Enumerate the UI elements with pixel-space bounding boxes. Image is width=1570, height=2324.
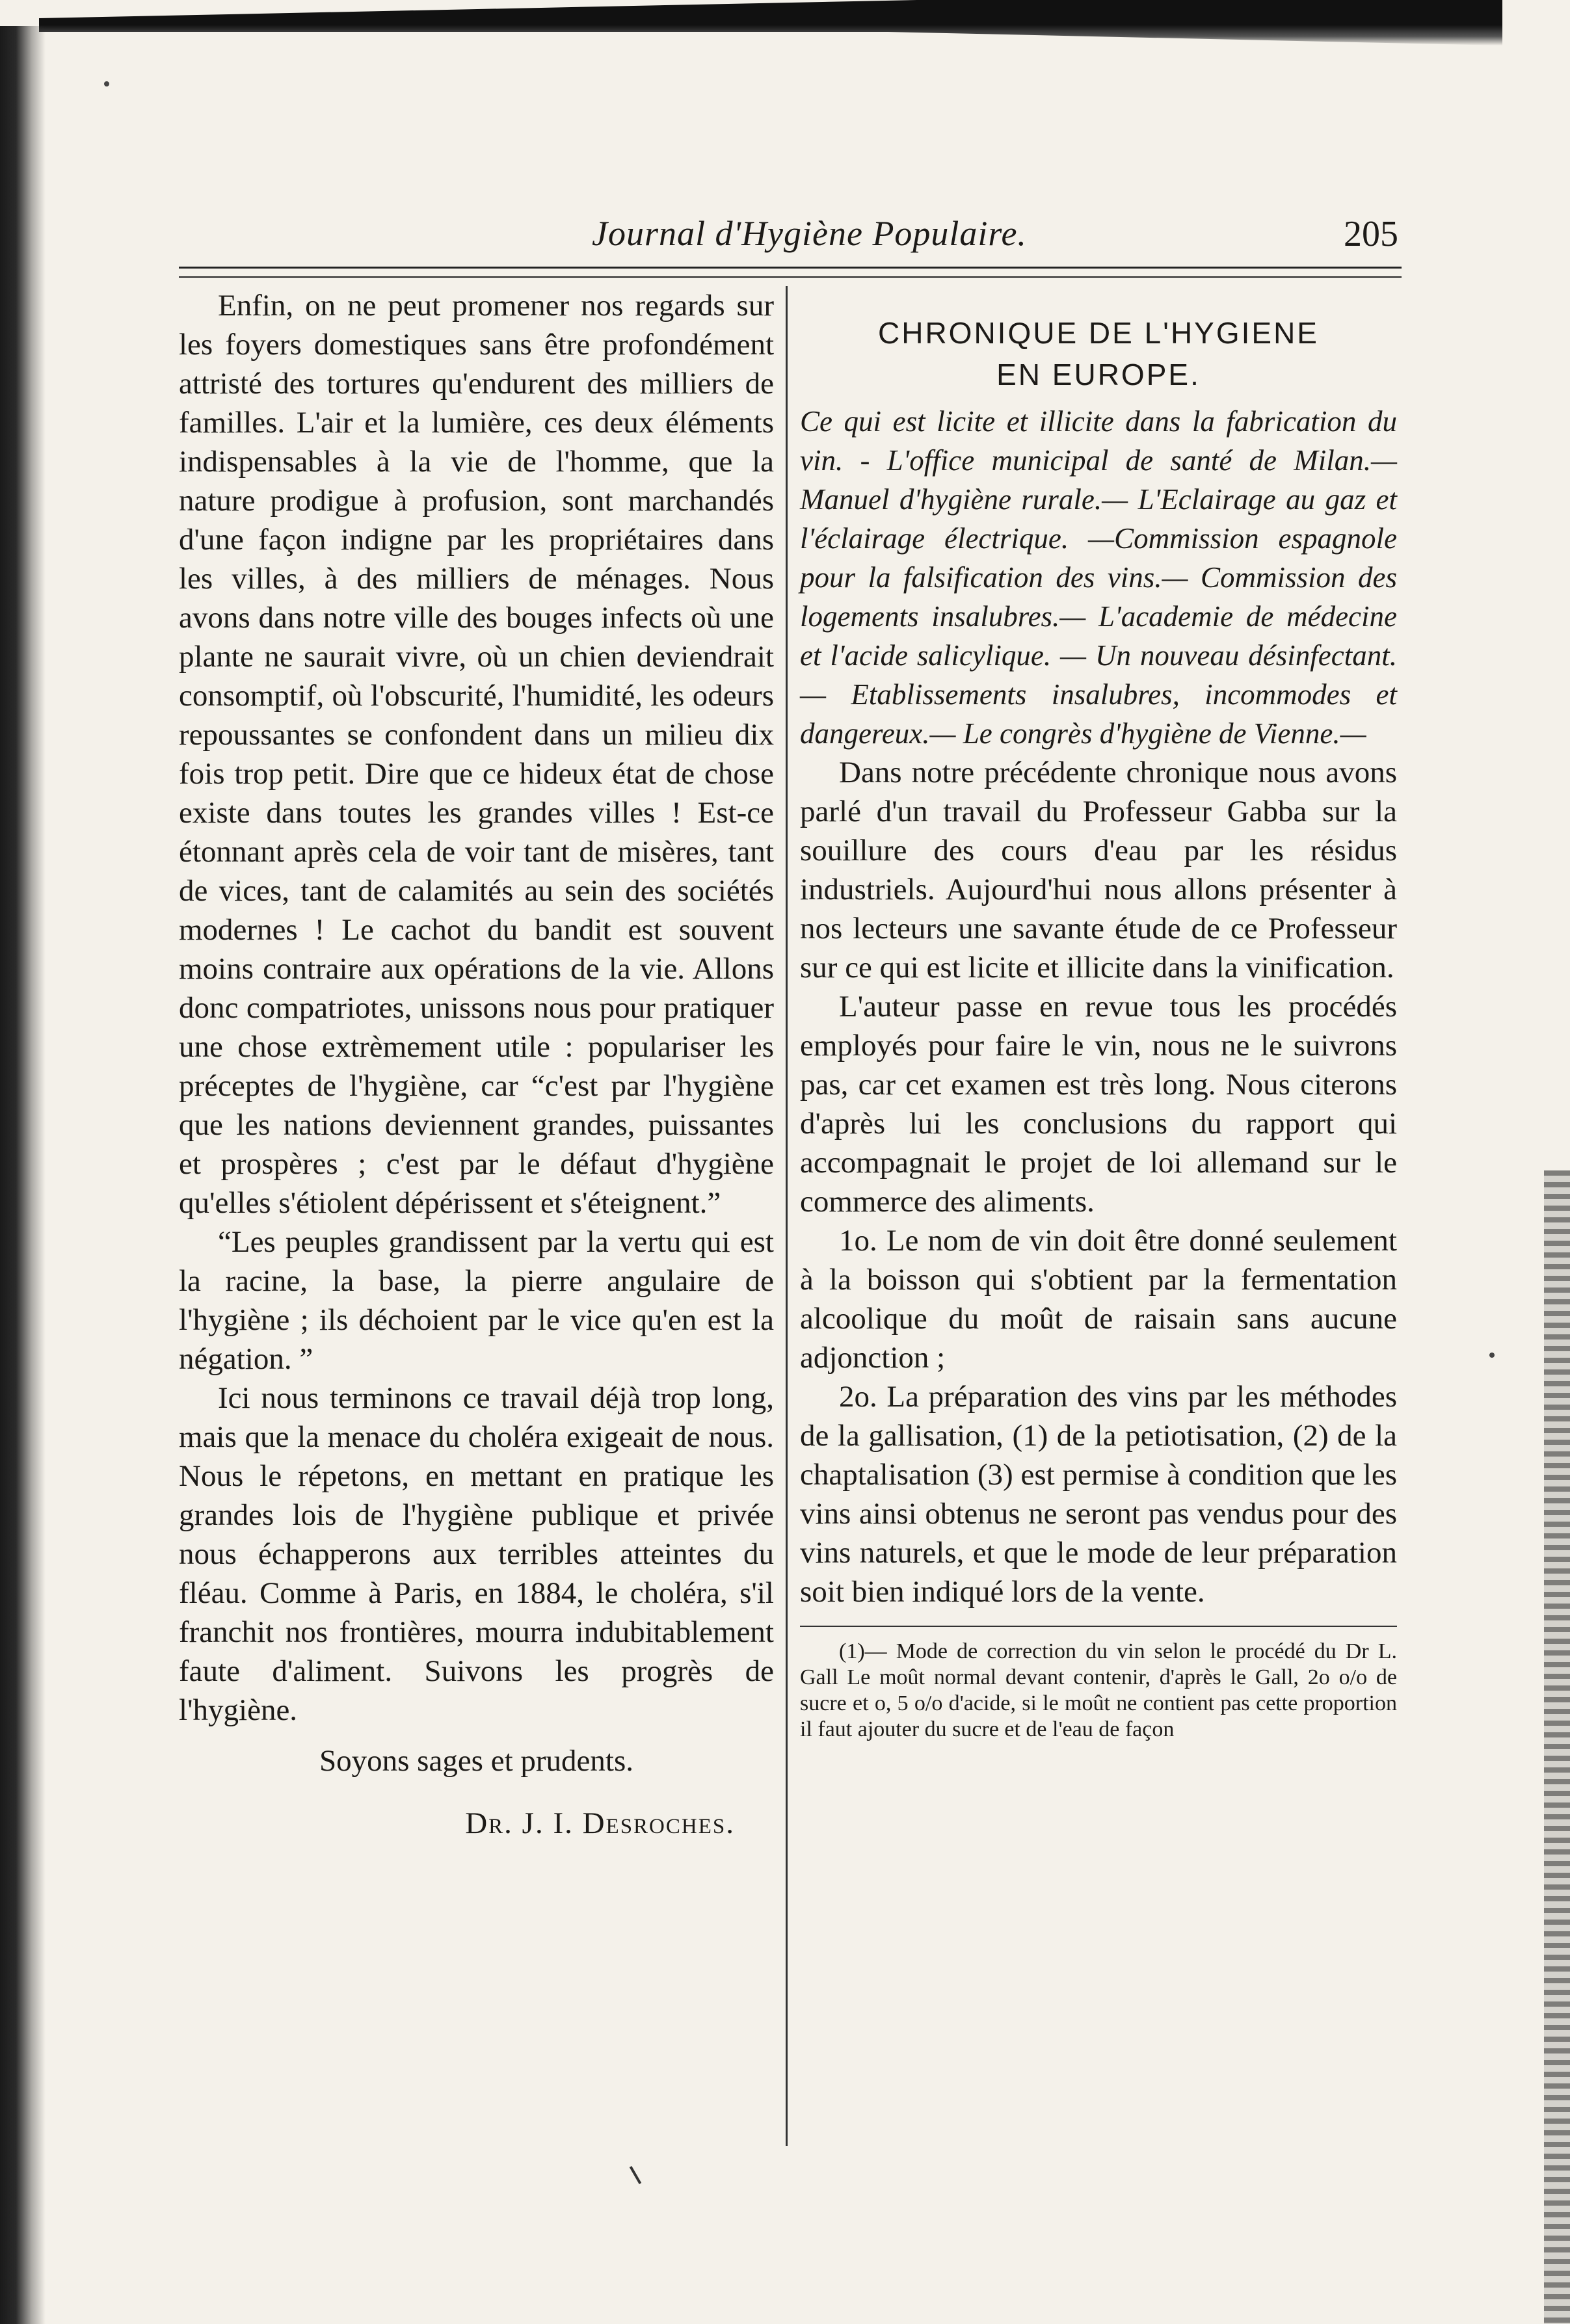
- page-number: 205: [1344, 214, 1398, 254]
- chronicle-title: [800, 312, 1397, 395]
- right-paragraph: L'auteur passe en revue tous les procédés employés pour faire le vin, nous ne le suivrons pas, car cet examen est très long. Nous citerons d'après lui les conclusions du rapport qui accompagnait le projet de loi allemand sur le commerce des aliments.: [800, 990, 1397, 1219]
- header-rule: [179, 267, 1402, 278]
- scan-right-edge: [1544, 1170, 1570, 2324]
- right-paragraph: 1o. Le nom de vin doit être donné seulement à la boisson qui s'obtient par la fermentation alcoolique du moût de raisain sans aucune adjonction ;: [800, 1224, 1397, 1375]
- left-paragraph: Enfin, on ne peut promener nos regards sur les foyers domestiques sans être profondément attristé des tortures qu'endurent des milliers de familles. L'air et la lumière, ces deux éléments indispensables à la vie de l'homme, que la nature prodigue à profusion, sont marchandés d'une façon indigne par les propriétaires dans les villes, à des milliers de ménages. Nous avons dans notre ville des bouges infects où une plante ne saurait vivre, où un chien deviendrait consomptif, où l'obscurité, l'humidité, les odeurs repoussantes se confondent dans un milieu dix fois trop petit. Dire que ce hideux état de chose existe dans toutes les grandes villes ! Est-ce étonnant après cela de voir tant de misères, tant de vices, tant de calamités au sein des sociétés modernes ! Le cachot du bandit est souvent moins contraire aux opérations de la vie. Allons donc compatriotes, unissons nous pour pratiquer une chose extrèmement utile : populariser les préceptes de l'hygiène, car “c'est par l'hygiène que les nations deviennent grandes, puissantes et prospères ; c'est par le défaut d'hygiène qu'elles s'étiolent dépérissent et s'éteignent.”: [179, 289, 774, 1220]
- right-paragraph: Dans notre précédente chronique nous avons parlé d'un travail du Professeur Gabba sur la souillure des cours d'eau par les résidus industriels. Aujourd'hui nous allons présenter à nos lecteurs une savante étude de ce Professeur sur ce qui est licite et illicite dans la vinification.: [800, 756, 1397, 984]
- signoff: Soyons sages et prudents.: [319, 1744, 633, 1778]
- right-paragraph: 2o. La préparation des vins par les méthodes de la gallisation, (1) de la petiotisation, (2) de la chaptalisation (3) est permise à condition que les vins ainsi obtenus ne seront pas vendus pour des vins naturels, et que le mode de leur préparation soit bien indiqué lors de la vente.: [800, 1380, 1397, 1609]
- spacer: [179, 1730, 774, 1741]
- scan-binding-edge: [0, 26, 46, 2324]
- author-signature: Dr. J. I. Desroches.: [465, 1806, 735, 1840]
- chronicle-title-line: EN EUROPE.: [996, 358, 1201, 391]
- chronicle-summary: Ce qui est licite et illicite dans la fabrication du vin. - L'office municipal de santé de Milan.—Manuel d'hygiène rurale.— L'Eclairage au gaz et l'éclairage électrique. —Commission espagnole pour la falsification des vins.— Commission des logements insalubres.— L'academie de médecine et l'acide salicylique. — Un nouveau désinfectant. — Etablissements insalubres, incommodes et dangereux.— Le congrès d'hygiène de Vienne.—: [800, 405, 1397, 750]
- spacer: [179, 1780, 774, 1792]
- footnote-rule: [800, 1626, 1397, 1627]
- scan-top-shadow: [39, 0, 1502, 46]
- running-title: Journal d'Hygiène Populaire.: [592, 214, 1027, 253]
- right-column: [800, 312, 1397, 2198]
- scan-speck: [1489, 1353, 1495, 1358]
- column-divider: [786, 286, 788, 2146]
- left-paragraph: Ici nous terminons ce travail déjà trop long, mais que la menace du choléra exigeait de nous. Nous le répetons, en mettant en pratique les grandes lois de l'hygiène publique et privée nous échapperons aux terribles atteintes du fléau. Comme à Paris, en 1884, le choléra, s'il franchit nos frontières, mourra indubitablement faute d'aliment. Suivons les progrès de l'hygiène.: [179, 1381, 774, 1727]
- page-header: [176, 208, 1398, 273]
- chronicle-title-line: CHRONIQUE DE L'HYGIENE: [878, 316, 1319, 350]
- footnote: (1)— Mode de correction du vin selon le procédé du Dr L. Gall Le moût normal devant contenir, d'après le Gall, 2o o/o de sucre et o, 5 o/o d'acide, si le moût ne contient pas cette proportion il faut ajouter du sucre et de l'eau de façon: [800, 1639, 1397, 1741]
- spacer: [179, 1792, 774, 1804]
- scan-speck: [104, 81, 109, 86]
- left-paragraph: “Les peuples grandissent par la vertu qui est la racine, la base, la pierre angulaire de l'hygiène ; ils déchoient par le vice qu'en est la négation. ”: [179, 1225, 774, 1376]
- left-column: [179, 286, 774, 2204]
